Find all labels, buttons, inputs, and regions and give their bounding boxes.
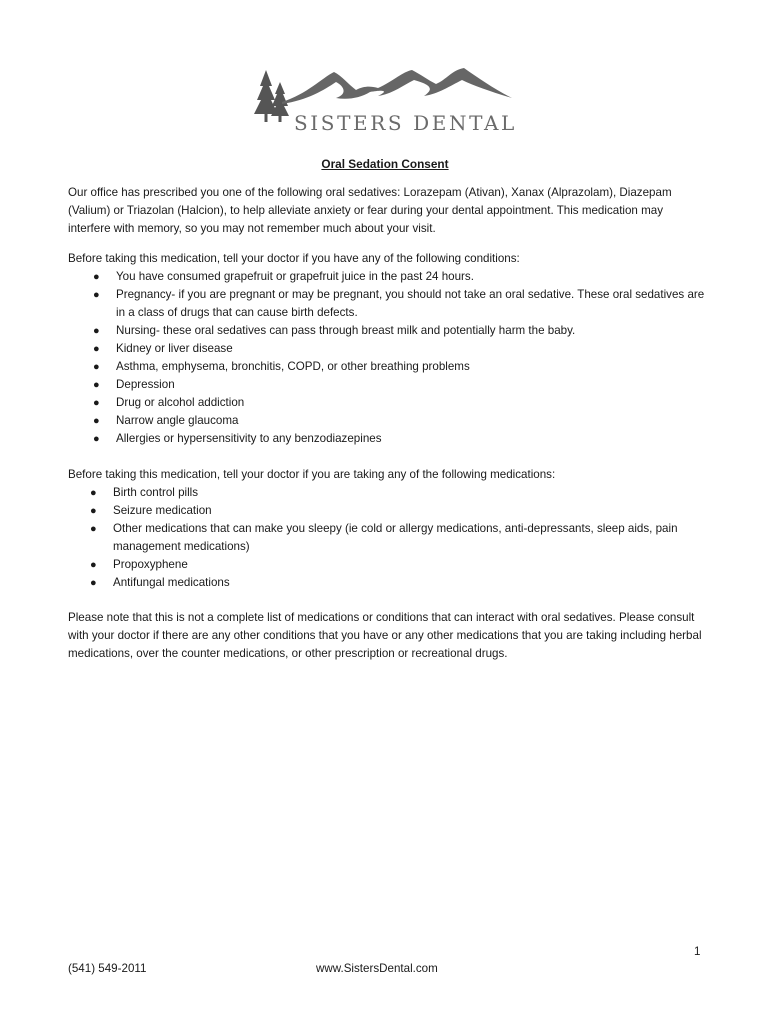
- conditions-list: [68, 268, 708, 448]
- brand-name: SISTERS DENTAL: [294, 111, 517, 134]
- intro-text: Our office has prescribed you one of the following oral sedatives: Lorazepam (Ativan), Xanax (Alprazolam), Diazepam (Valium) or Triazolan (Halcion), to help alleviate anxiety or fear during your dental appointment. This medication may interfere with memory, so you may not remember much about your visit.: [68, 186, 672, 235]
- list-item: ● Drug or alcohol addiction: [93, 396, 245, 409]
- page-number: 1: [694, 945, 701, 958]
- list-item: ● Asthma, emphysema, bronchitis, COPD, or other breathing problems: [93, 360, 470, 373]
- list-item: ● Propoxyphene: [90, 558, 188, 571]
- intro-paragraph: [68, 184, 708, 238]
- list-item: ● Seizure medication: [90, 504, 212, 517]
- medications-section: [68, 466, 708, 592]
- closing-text: Please note that this is not a complete list of medications or conditions that can interact with oral sedatives. Please consult with your doctor if there are any other conditions that you have or any other medications that you are taking including herbal medications, over the counter medications, or other prescription or recreational drugs.: [68, 611, 702, 660]
- list-item: ● Birth control pills: [90, 486, 199, 499]
- closing-paragraph: [68, 609, 708, 663]
- logo: [252, 64, 522, 134]
- list-item: ● Nursing- these oral sedatives can pass through breast milk and potentially harm the baby.: [93, 324, 576, 337]
- list-item: ● Pregnancy- if you are pregnant or may be pregnant, you should not take an oral sedative. These oral sedatives are in a class of drugs that can cause birth defects.: [93, 288, 705, 319]
- conditions-section: [68, 250, 708, 448]
- list-item: ● Allergies or hypersensitivity to any benzodiazepines: [93, 432, 382, 445]
- mountain-logo-icon: [252, 64, 522, 134]
- medications-list: [68, 484, 708, 592]
- medications-heading: Before taking this medication, tell your doctor if you are taking any of the following medications:: [68, 468, 556, 481]
- list-item: ● Kidney or liver disease: [93, 342, 233, 355]
- list-item: ● Depression: [93, 378, 175, 391]
- page-title: Oral Sedation Consent: [321, 157, 449, 171]
- list-item: ● Other medications that can make you sleepy (ie cold or allergy medications, anti-depressants, sleep aids, pain management medications): [90, 522, 678, 553]
- list-item: ● Antifungal medications: [90, 576, 230, 589]
- footer-phone: (541) 549-2011: [68, 962, 147, 975]
- list-item: ● You have consumed grapefruit or grapefruit juice in the past 24 hours.: [93, 270, 474, 283]
- conditions-heading: Before taking this medication, tell your doctor if you have any of the following conditions:: [68, 252, 520, 265]
- footer-website: www.SistersDental.com: [316, 962, 438, 975]
- list-item: ● Narrow angle glaucoma: [93, 414, 239, 427]
